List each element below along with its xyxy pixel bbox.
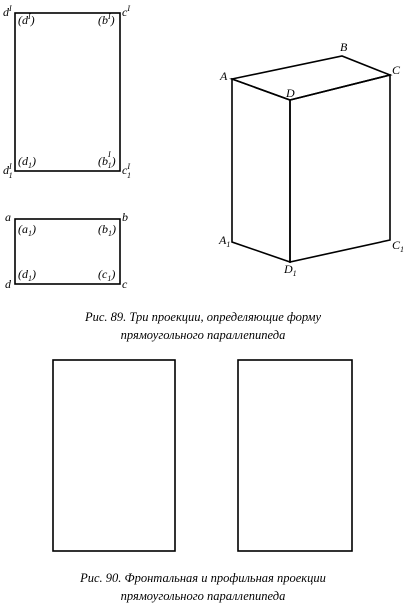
top-view-label-b: b [122, 210, 128, 224]
top-view-label-a: a [5, 210, 11, 224]
fig89-caption-line2: прямоугольного параллепипеда [120, 328, 286, 342]
box-side-face [290, 75, 390, 262]
top-view-label-c: c [122, 277, 128, 291]
front-view-label-bl: $d^I$ 1 [3, 162, 13, 180]
box-label-C1: $C_1$ [392, 238, 405, 254]
fig90-caption-line1: Рис. 90. Фронтальная и профильная проекции [80, 571, 326, 585]
box-label-C: C [392, 63, 401, 77]
front-view-inner-tl: $(d^I)$ [18, 12, 35, 27]
fig90-caption-line2: прямоугольного параллепипеда [120, 589, 286, 603]
box-top-face [232, 56, 390, 100]
top-view-inner-b1: $(b_1)$ [98, 222, 116, 238]
front-view-label-tl: $d^I$ [3, 4, 12, 19]
fig90-projections [53, 360, 352, 551]
box-label-A: A [220, 69, 228, 83]
front-view-rectangle [15, 13, 120, 171]
box-label-D1: $D_1$ [284, 262, 297, 278]
box-front-face [232, 79, 290, 262]
box-label-A1: $A_1$ [219, 233, 231, 249]
frontal-projection-rectangle [53, 360, 175, 551]
front-view [3, 4, 131, 180]
front-view-label-tr: $c^I$ [122, 4, 130, 19]
parallelepiped [218, 40, 404, 278]
top-view-inner-c1: $(c_1)$ [98, 267, 116, 283]
top-view-label-d: d [5, 277, 11, 291]
box-label-B: B [340, 40, 348, 54]
front-view-inner-bl: $(d_1)$ [18, 154, 36, 170]
top-view-inner-d1: $(d_1)$ [18, 267, 36, 283]
front-view-label-br: $c^I$ 1 [122, 162, 131, 180]
box-label-D: D [286, 86, 295, 100]
top-view-inner-a1: $(a_1)$ [18, 222, 36, 238]
front-view-inner-tr: $(b^I)$ [98, 12, 115, 27]
front-view-inner-br: ($b^I$ 1) [98, 150, 116, 170]
top-view [5, 210, 128, 291]
fig89-caption-line1: Рис. 89. Три проекции, определяющие форму [84, 310, 322, 324]
profile-projection-rectangle [238, 360, 352, 551]
